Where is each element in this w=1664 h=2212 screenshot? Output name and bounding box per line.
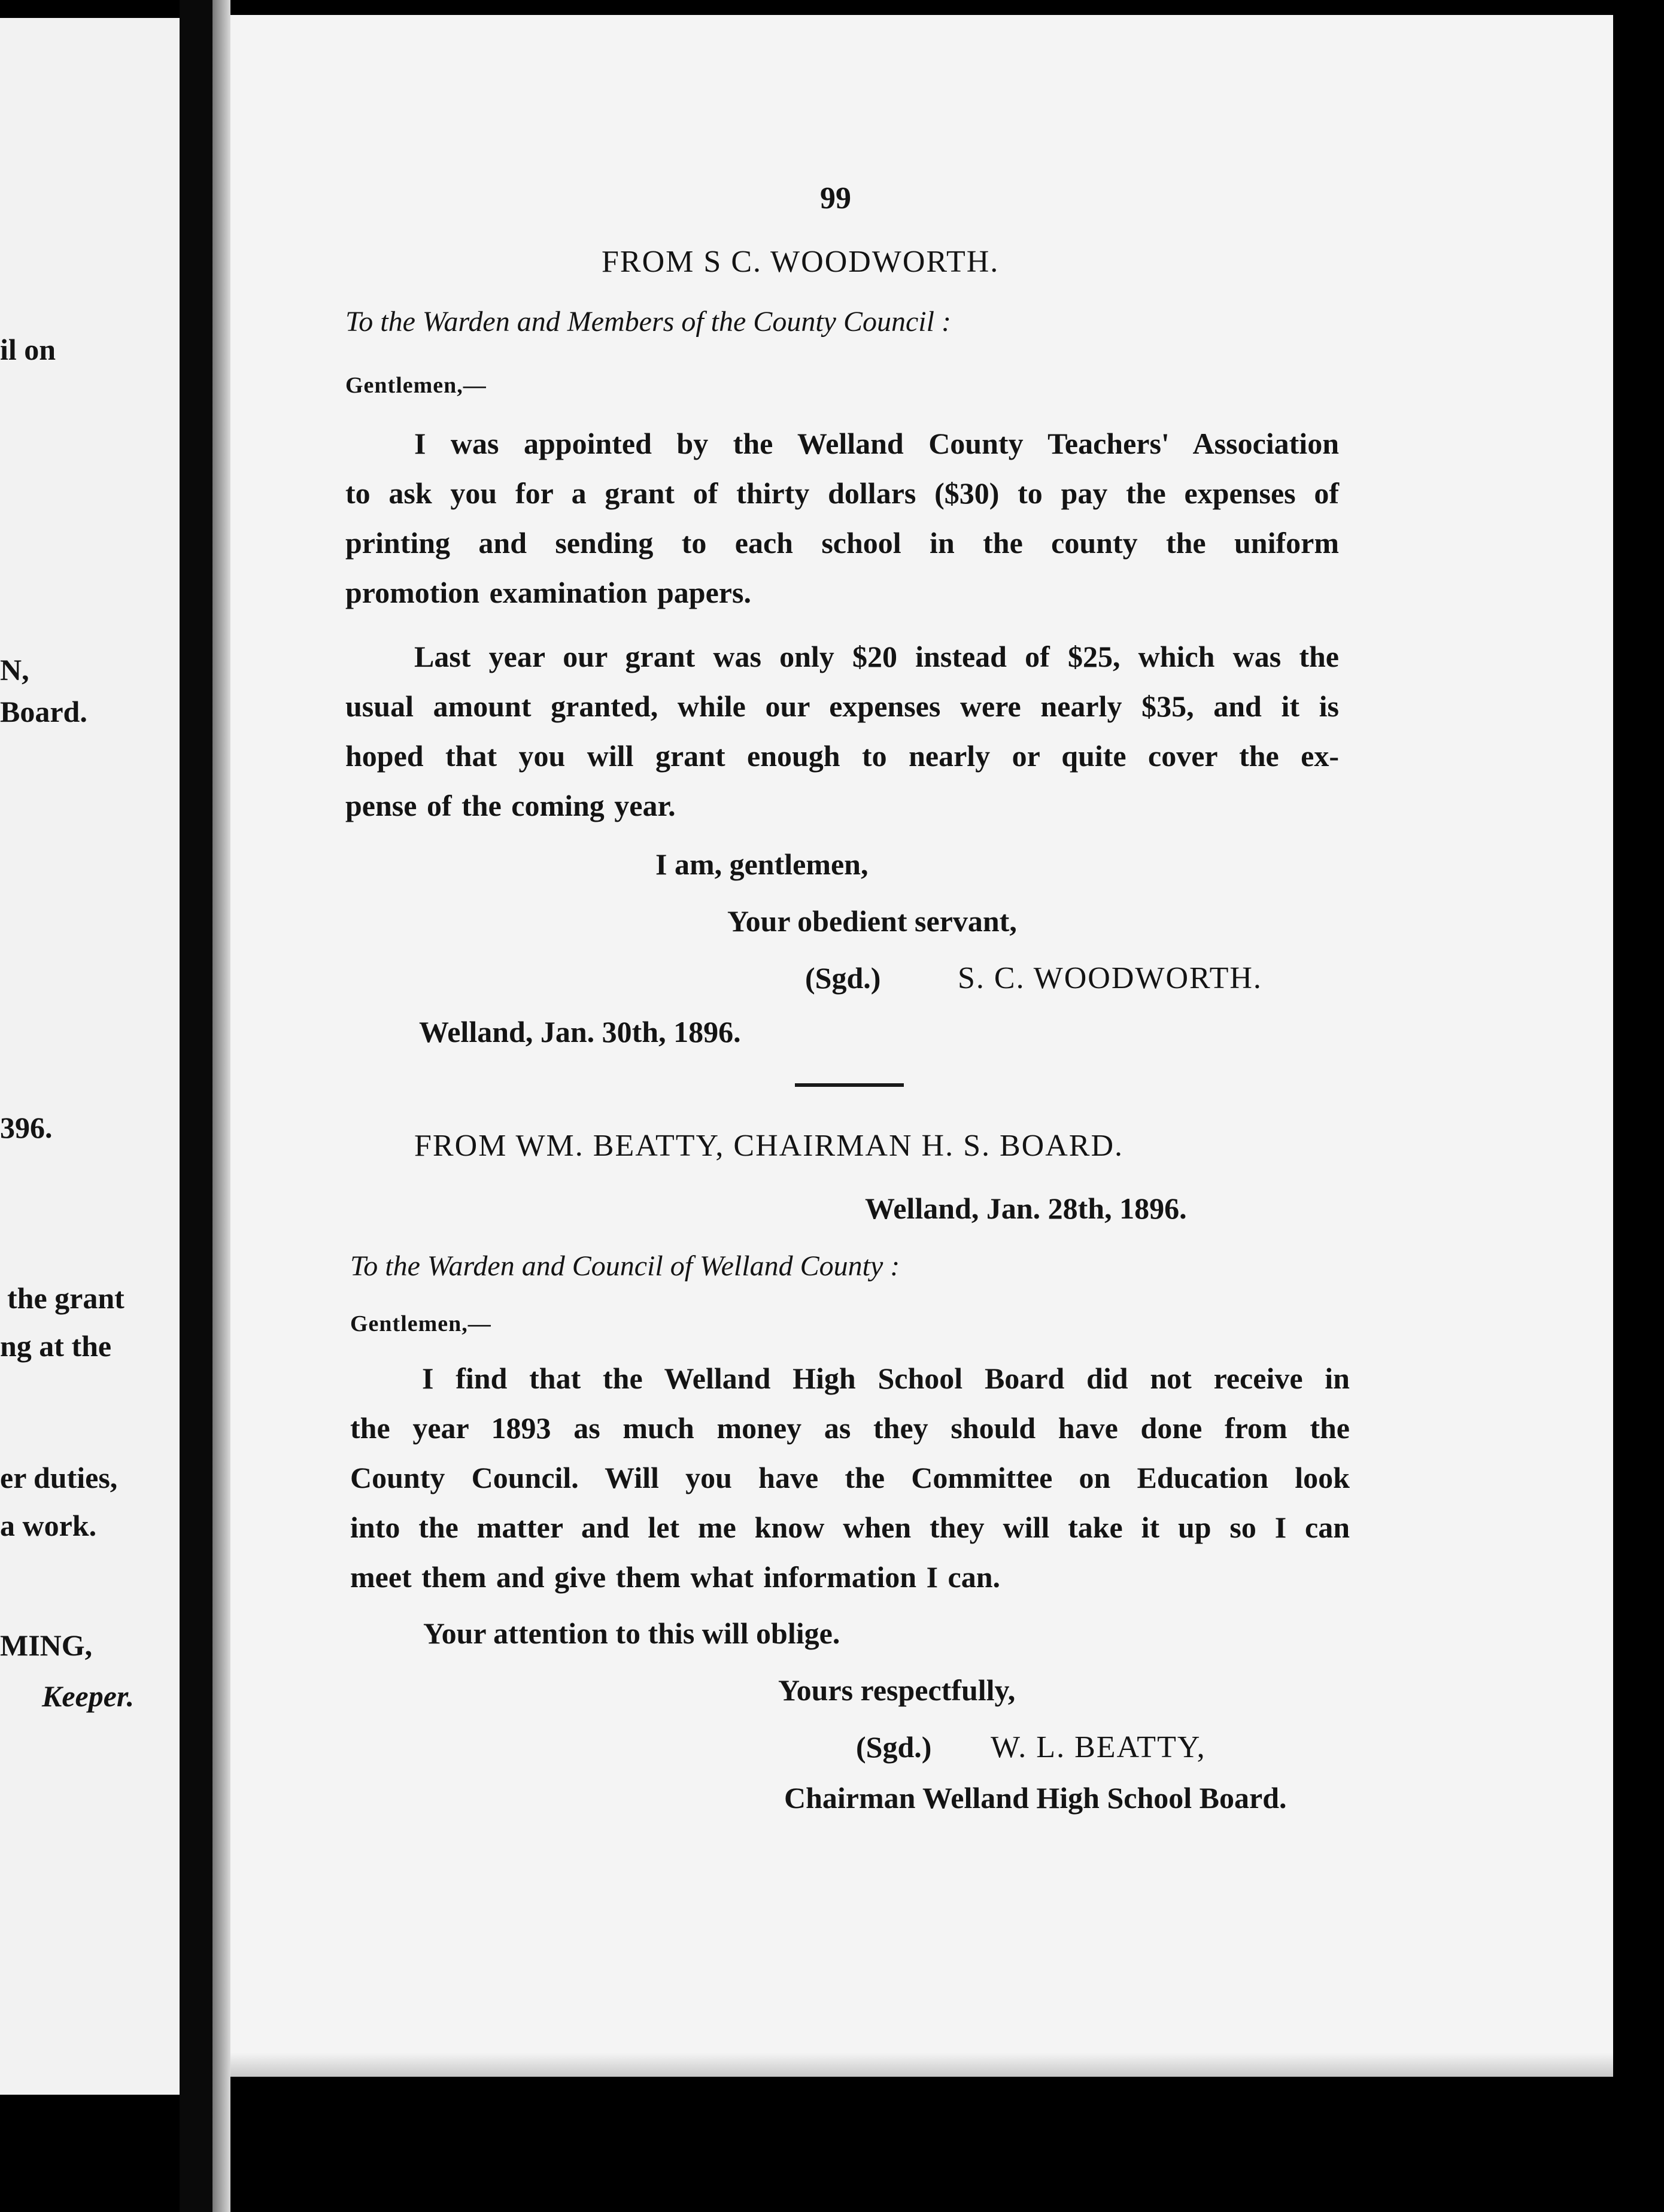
- place-date: [865, 1191, 1187, 1226]
- signatory: W. L. BEATTY,: [991, 1730, 1206, 1764]
- paragraph-line: usual amount granted, while our expenses were nearly $35, and it is: [345, 689, 1339, 723]
- left-fragment: the grant: [7, 1281, 125, 1315]
- letter-date: Jan. 30th, 1896.: [540, 1015, 741, 1049]
- page-edge-shadow: [230, 2053, 1613, 2077]
- signatory: S. C. WOODWORTH.: [958, 961, 1262, 995]
- letter-paragraph: [345, 419, 1339, 618]
- left-facing-page: [0, 18, 180, 2095]
- paragraph-line: I was appointed by the Welland County Teachers' Association: [414, 427, 1339, 460]
- paragraph-line: printing and sending to each school in the county the uniform: [345, 526, 1339, 560]
- paragraph-line: I find that the Welland High School Board did not receive in: [422, 1362, 1350, 1395]
- paragraph-line: to ask you for a grant of thirty dollars ($30) to pay the expenses of: [345, 476, 1339, 510]
- paragraph-line: into the matter and let me know when they will take it up so I can: [350, 1511, 1350, 1544]
- paragraph-line: Your attention to this will oblige.: [423, 1617, 840, 1650]
- letter-date: Jan. 28th, 1896.: [986, 1192, 1187, 1225]
- salutation-gentlemen: Gentlemen,—: [345, 373, 487, 398]
- signed-mark: (Sgd.): [805, 961, 881, 995]
- salutation-gentlemen: Gentlemen,—: [350, 1311, 491, 1336]
- signed-mark: (Sgd.): [856, 1730, 932, 1764]
- place-date: [419, 1014, 741, 1049]
- closing-line: I am, gentlemen,: [655, 847, 869, 881]
- left-fragment: Keeper.: [42, 1679, 135, 1713]
- left-fragment: ng at the: [0, 1329, 112, 1363]
- book-gutter: [180, 0, 212, 2212]
- paragraph-line: hoped that you will grant enough to nearly or quite cover the ex-: [345, 739, 1339, 773]
- paragraph-line: promotion examination papers.: [345, 576, 751, 609]
- paragraph-line: the year 1893 as much money as they should have done from the: [350, 1411, 1350, 1445]
- left-fragment: Board.: [0, 695, 87, 728]
- letter-paragraph: [350, 1354, 1350, 1602]
- left-fragment: a work.: [0, 1509, 97, 1542]
- letter-heading: FROM WM. BEATTY, CHAIRMAN H. S. BOARD.: [414, 1129, 1124, 1163]
- left-fragment: MING,: [0, 1628, 93, 1662]
- letter-paragraph: [345, 632, 1339, 831]
- letter-heading: FROM S C. WOODWORTH.: [602, 245, 1000, 279]
- closing-line: Yours respectfully,: [778, 1673, 1016, 1707]
- paragraph-line: pense of the coming year.: [345, 789, 676, 822]
- page-number: 99: [820, 181, 851, 215]
- place-name: Welland,: [419, 1015, 533, 1049]
- left-fragment: N,: [0, 653, 29, 686]
- closing-line: Your obedient servant,: [727, 904, 1017, 938]
- signatory-title: Chairman Welland High School Board.: [784, 1781, 1287, 1815]
- salutation-addressee: To the Warden and Members of the County Council :: [345, 306, 951, 338]
- paragraph-line: Last year our grant was only $20 instead of $25, which was the: [414, 640, 1339, 673]
- section-divider: [795, 1083, 904, 1087]
- place-name: Welland,: [865, 1192, 979, 1225]
- paragraph-line: County Council. Will you have the Committee on Education look: [350, 1461, 1350, 1494]
- left-fragment: il on: [0, 333, 56, 366]
- salutation-addressee: To the Warden and Council of Welland County :: [350, 1250, 900, 1282]
- gutter-shadow: [212, 0, 230, 2212]
- left-fragment: er duties,: [0, 1461, 118, 1494]
- left-fragment: 396.: [0, 1111, 53, 1144]
- paragraph-line: meet them and give them what information I can.: [350, 1560, 1001, 1594]
